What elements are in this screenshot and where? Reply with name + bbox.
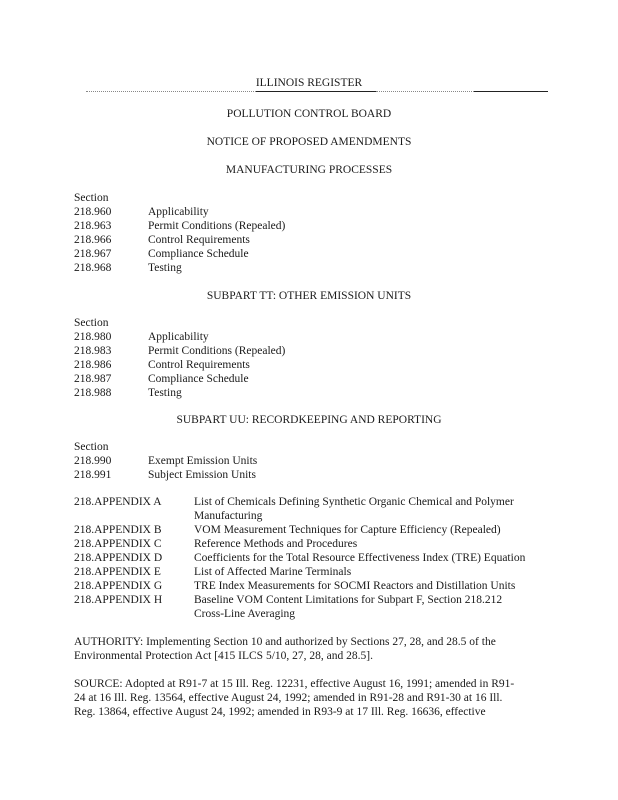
section-number: 218.986 bbox=[74, 359, 112, 371]
list-item bbox=[74, 247, 249, 261]
source-line: SOURCE: Adopted at R91-7 at 15 Ill. Reg. 12231, effective August 16, 1991; amended in R91- bbox=[74, 678, 515, 690]
list-item bbox=[74, 454, 257, 468]
appendix-title: VOM Measurement Techniques for Capture Efficiency (Repealed) bbox=[194, 524, 501, 536]
section-number: 218.983 bbox=[74, 345, 112, 357]
appendix-item bbox=[74, 537, 357, 551]
appendix-number: 218.APPENDIX G bbox=[74, 580, 163, 592]
header-rule-right bbox=[474, 91, 548, 92]
appendix-item bbox=[74, 495, 514, 509]
section-label: Section bbox=[74, 441, 109, 453]
appendix-title: List of Affected Marine Terminals bbox=[194, 566, 352, 578]
appendix-item bbox=[74, 579, 515, 593]
section-number: 218.980 bbox=[74, 331, 112, 343]
section-title: Compliance Schedule bbox=[148, 248, 249, 260]
list-item bbox=[74, 205, 209, 219]
board-title: POLLUTION CONTROL BOARD bbox=[226, 108, 392, 120]
appendix-item bbox=[74, 593, 502, 607]
list-item bbox=[74, 330, 209, 344]
list-item bbox=[74, 468, 256, 482]
register-title: ILLINOIS REGISTER bbox=[255, 77, 363, 89]
authority-line: AUTHORITY: Implementing Section 10 and authorized by Sections 27, 28, and 28.5 of the bbox=[74, 636, 496, 648]
section-number: 218.967 bbox=[74, 248, 112, 260]
section-title: Applicability bbox=[148, 331, 209, 343]
subpart-uu-heading: SUBPART UU: RECORDKEEPING AND REPORTING bbox=[176, 414, 442, 426]
appendix-title: Coefficients for the Total Resource Effectiveness Index (TRE) Equation bbox=[194, 552, 526, 564]
section-title: Permit Conditions (Repealed) bbox=[148, 220, 286, 232]
section-number: 218.960 bbox=[74, 206, 112, 218]
appendix-item bbox=[74, 551, 525, 565]
header-dotted-rule-mid bbox=[376, 91, 474, 92]
list-item bbox=[74, 233, 250, 247]
section-title: Subject Emission Units bbox=[148, 469, 256, 481]
section-number: 218.991 bbox=[74, 469, 112, 481]
appendix-item bbox=[74, 565, 351, 579]
appendix-number: 218.APPENDIX A bbox=[74, 496, 162, 508]
section-number: 218.990 bbox=[74, 455, 112, 467]
appendix-title: Reference Methods and Procedures bbox=[194, 538, 358, 550]
appendix-number: 218.APPENDIX C bbox=[74, 538, 162, 550]
appendix-number: 218.APPENDIX D bbox=[74, 552, 163, 564]
appendix-number: 218.APPENDIX E bbox=[74, 566, 161, 578]
appendix-title-continued: Manufacturing bbox=[194, 510, 263, 522]
header-dotted-rule-left bbox=[86, 91, 256, 92]
source-line: Reg. 13864, effective August 24, 1992; amended in R93-9 at 17 Ill. Reg. 16636, effective bbox=[74, 706, 486, 718]
section-title: Applicability bbox=[148, 206, 209, 218]
list-item bbox=[74, 372, 249, 386]
section-title: Testing bbox=[148, 262, 182, 274]
section-title: Compliance Schedule bbox=[148, 373, 249, 385]
section-number: 218.988 bbox=[74, 387, 112, 399]
section-label: Section bbox=[74, 192, 109, 204]
appendix-number: 218.APPENDIX B bbox=[74, 524, 162, 536]
list-item bbox=[74, 344, 285, 358]
section-title: Control Requirements bbox=[148, 234, 250, 246]
section-title: Control Requirements bbox=[148, 359, 250, 371]
list-item bbox=[74, 386, 182, 400]
appendix-title: Baseline VOM Content Limitations for Subpart F, Section 218.212 bbox=[194, 594, 503, 606]
list-item bbox=[74, 261, 182, 275]
section-title: Testing bbox=[148, 387, 182, 399]
part-title: MANUFACTURING PROCESSES bbox=[225, 164, 393, 176]
section-number: 218.968 bbox=[74, 262, 112, 274]
section-number: 218.963 bbox=[74, 220, 112, 232]
appendix-title-continued: Cross-Line Averaging bbox=[194, 608, 296, 620]
subpart-tt-heading: SUBPART TT: OTHER EMISSION UNITS bbox=[206, 290, 412, 302]
appendix-title: TRE Index Measurements for SOCMI Reactors and Distillation Units bbox=[194, 580, 516, 592]
source-line: 24 at 16 Ill. Reg. 13564, effective August 24, 1992; amended in R91-28 and R91-30 at 16 Ill. bbox=[74, 692, 503, 704]
appendix-number: 218.APPENDIX H bbox=[74, 594, 163, 606]
authority-line: Environmental Protection Act [415 ILCS 5/10, 27, 28, and 28.5]. bbox=[74, 650, 373, 662]
appendix-item bbox=[74, 523, 501, 537]
list-item bbox=[74, 219, 285, 233]
section-number: 218.987 bbox=[74, 373, 112, 385]
list-item bbox=[74, 358, 250, 372]
section-label: Section bbox=[74, 317, 109, 329]
section-title: Exempt Emission Units bbox=[148, 455, 258, 467]
appendix-title: List of Chemicals Defining Synthetic Organic Chemical and Polymer bbox=[194, 496, 514, 508]
section-title: Permit Conditions (Repealed) bbox=[148, 345, 286, 357]
section-number: 218.966 bbox=[74, 234, 112, 246]
notice-title: NOTICE OF PROPOSED AMENDMENTS bbox=[206, 136, 412, 148]
header-rule-center bbox=[256, 91, 376, 92]
